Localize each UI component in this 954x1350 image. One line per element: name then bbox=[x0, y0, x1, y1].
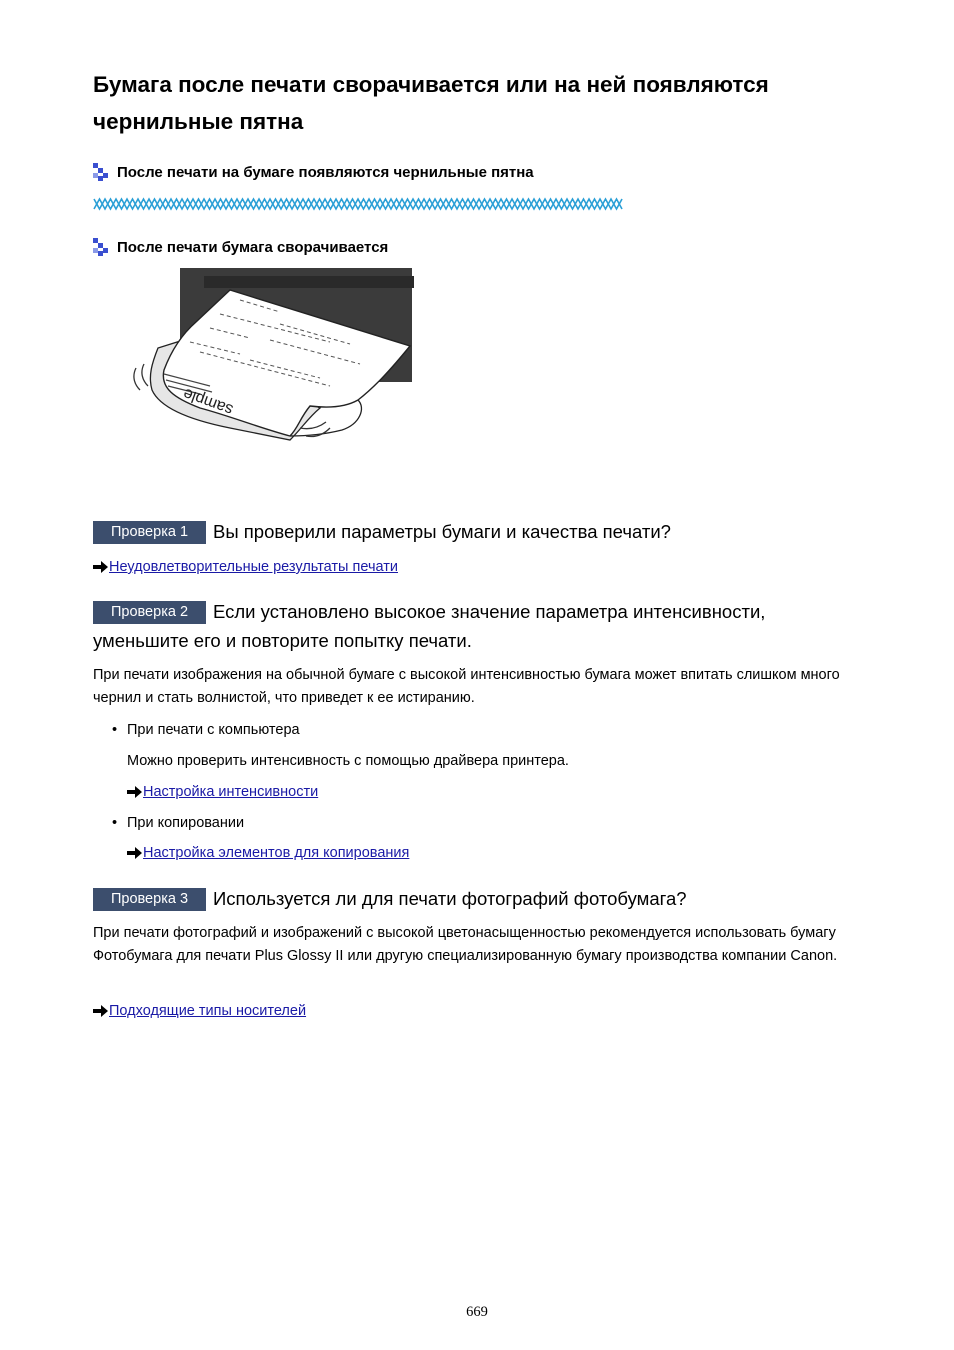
section-header-paper-curl bbox=[93, 236, 388, 258]
arrow-right-icon bbox=[93, 1005, 108, 1017]
check-3-badge: Проверка 3 bbox=[93, 888, 206, 911]
link-row bbox=[127, 843, 409, 863]
page-title: Бумага после печати сворачивается или на ней появляются чернильные пятна bbox=[93, 72, 769, 134]
page-number: 669 bbox=[466, 1304, 488, 1320]
check-2-heading bbox=[93, 597, 853, 655]
check-1-title: Вы проверили параметры бумаги и качества печати? bbox=[213, 521, 671, 542]
curled-paper-illustration bbox=[130, 268, 415, 448]
arrow-right-icon bbox=[93, 561, 108, 573]
section-marker-icon bbox=[93, 163, 109, 181]
bullet-text: При печати с компьютера bbox=[127, 722, 300, 738]
bullet-dot: • bbox=[112, 815, 118, 831]
check-3-heading bbox=[93, 884, 853, 913]
link-media-types[interactable]: Подходящие типы носителей bbox=[109, 1003, 307, 1019]
link-row bbox=[93, 557, 398, 577]
link-intensity-setting[interactable]: Настройка интенсивности bbox=[143, 784, 319, 800]
check-3-title: Используется ли для печати фотографий фотобумага? bbox=[213, 888, 687, 909]
check-2-title: Если установлено высокое значение параметра интенсивности, уменьшите его и повторите попытку печати. bbox=[93, 601, 766, 651]
bullet-text: При копировании bbox=[127, 815, 245, 831]
section-title: После печати бумага сворачивается bbox=[117, 238, 389, 256]
check-3-body: При печати фотографий и изображений с высокой цветонасыщенностью рекомендуется использовать бумагу Фотобумага для печати Plus Glossy II или другую специализированную бумагу производства компании Canon. bbox=[93, 925, 838, 964]
check-2-body: При печати изображения на обычной бумаге с высокой интенсивностью бумага может впитать слишком много чернил и стать волнистой, что приведет к ее истиранию. bbox=[93, 667, 840, 706]
sample-text: sample bbox=[181, 384, 236, 419]
arrow-right-icon bbox=[127, 847, 142, 859]
bullet-dot: • bbox=[112, 722, 118, 738]
section-title: После печати на бумаге появляются чернильные пятна bbox=[117, 163, 534, 181]
check-1-heading bbox=[93, 517, 853, 546]
bullet-computer bbox=[112, 720, 300, 740]
bullet-copying bbox=[112, 813, 244, 833]
arrow-right-icon bbox=[127, 786, 142, 798]
check-2-badge: Проверка 2 bbox=[93, 601, 206, 624]
section-marker-icon bbox=[93, 238, 109, 256]
link-copy-settings[interactable]: Настройка элементов для копирования bbox=[143, 845, 410, 861]
link-row bbox=[127, 782, 318, 802]
link-row bbox=[93, 1001, 306, 1021]
check-1-badge: Проверка 1 bbox=[93, 521, 206, 544]
section-header-ink-smear bbox=[93, 161, 534, 183]
bullet-note: Можно проверить интенсивность с помощью драйвера принтера. bbox=[127, 753, 569, 769]
link-print-results[interactable]: Неудовлетворительные результаты печати bbox=[109, 559, 398, 575]
expandable-divider[interactable] bbox=[93, 196, 625, 212]
